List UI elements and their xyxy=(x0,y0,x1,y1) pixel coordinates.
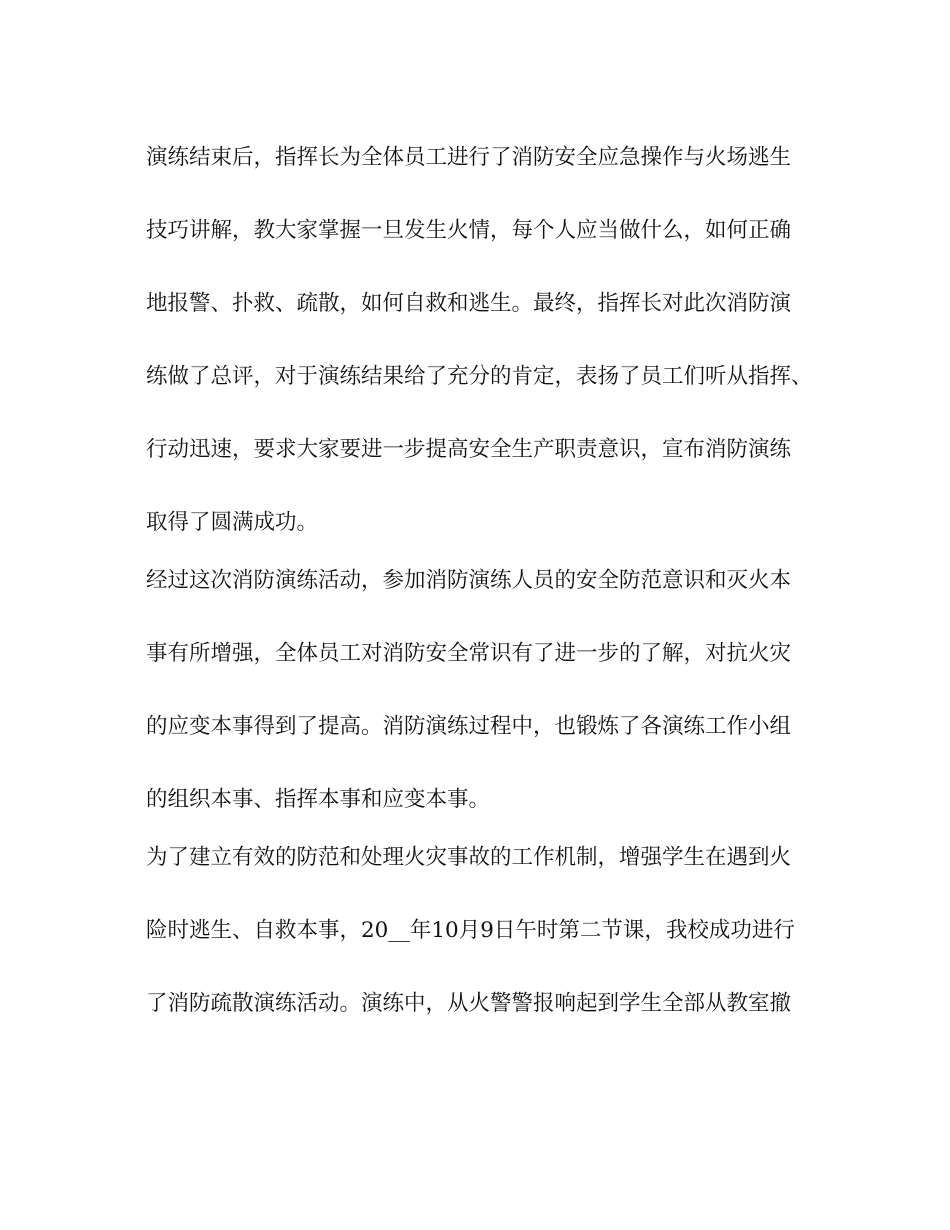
paragraph-line: 练做了总评，对于演练结果给了充分的肯定，表扬了员工们听从指挥、 xyxy=(146,364,813,389)
paragraph-line: 行动迅速，要求大家要进一步提高安全生产职责意识，宣布消防演练 xyxy=(146,437,792,462)
paragraph-line: 经过这次消防演练活动，参加消防演练人员的安全防范意识和灭火本 xyxy=(146,568,792,593)
paragraph-line: 的组织本事、指挥本事和应变本事。 xyxy=(146,787,491,812)
paragraph-line: 演练结束后，指挥长为全体员工进行了消防安全应急操作与火场逃生 xyxy=(146,145,792,170)
paragraph-line: 了消防疏散演练活动。演练中，从火警警报响起到学生全部从教室撤 xyxy=(146,991,792,1016)
paragraph-line: 的应变本事得到了提高。消防演练过程中，也锻炼了各演练工作小组 xyxy=(146,714,792,739)
paragraph-line: 险时逃生、自救本事，20__年10月9日午时第二节课，我校成功进行 xyxy=(146,918,795,943)
paragraph-line: 事有所增强，全体员工对消防安全常识有了进一步的了解，对抗火灾 xyxy=(146,641,792,666)
paragraph-line: 为了建立有效的防范和处理火灾事故的工作机制，增强学生在遇到火 xyxy=(146,845,792,870)
paragraph-line: 地报警、扑救、疏散，如何自救和逃生。最终，指挥长对此次消防演 xyxy=(146,291,792,316)
paragraph-line: 取得了圆满成功。 xyxy=(146,510,319,535)
paragraph-line: 技巧讲解，教大家掌握一旦发生火情，每个人应当做什么，如何正确 xyxy=(146,218,792,243)
